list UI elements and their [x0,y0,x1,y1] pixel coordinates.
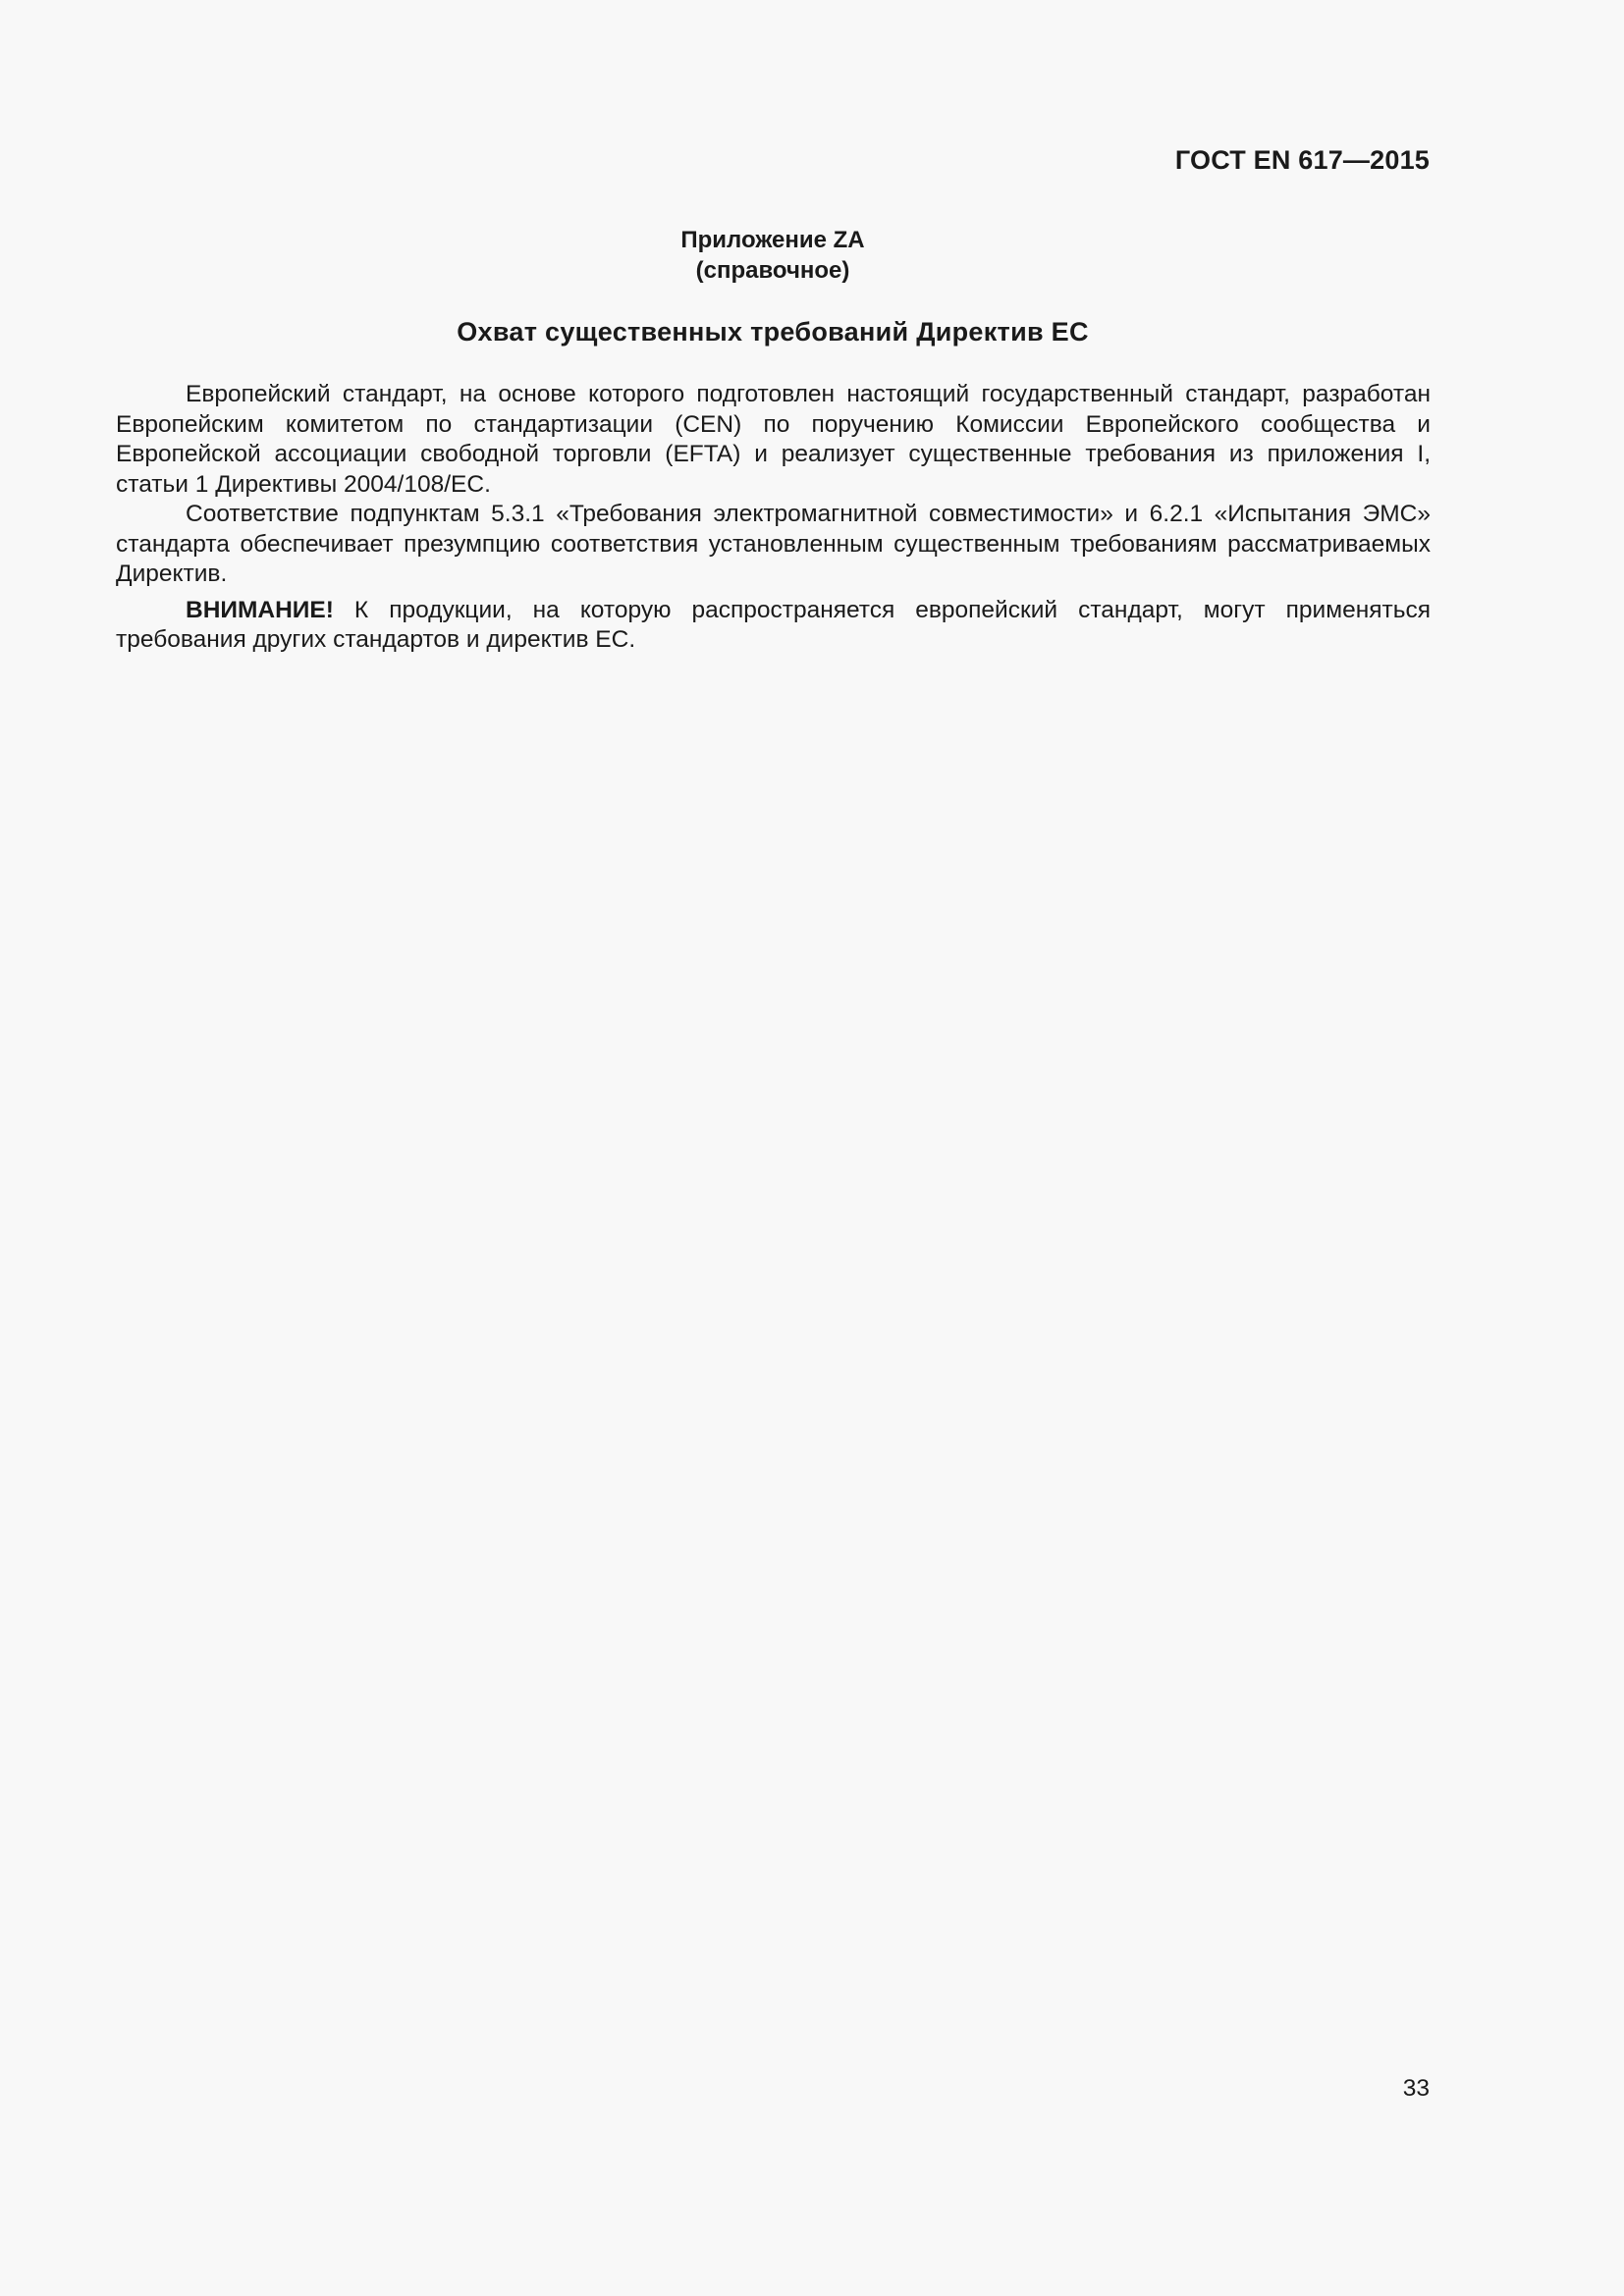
body-text [116,380,1431,656]
annex-title: Охват существенных требований Директив ЕС [457,317,1089,347]
paragraph-warning [116,596,1431,656]
document-code: ГОСТ EN 617—2015 [1174,145,1430,175]
warning-text: К продукции, на которую распространяется европейский стандарт, могут применяться требования других стандартов и директив ЕС. [116,596,1431,653]
page-number: 33 [1402,2075,1430,2102]
paragraph-conformity: Соответствие подпунктам 5.3.1 «Требования электромагнитной совместимости» и 6.2.1 «Испытания ЭМС» стандарта обеспечивает презумпцию соответствия установленным существенным требованиям рассматриваемых Директив. [116,501,1431,587]
annex-status: (справочное) [695,257,850,284]
warning-label: ВНИМАНИЕ! [186,596,334,623]
annex-heading [0,225,1545,286]
paragraph-standard-origin: Европейский стандарт, на основе которого подготовлен настоящий государственный стандарт, разработан Европейским комитетом по стандартизации (CEN) по поручению Комиссии Европейского сообщества и Европейской ассоциации свободной торговли (EFTA) и реализует существенные требования из приложения I, статьи 1 Директивы 2004/108/ЕС. [116,381,1431,498]
annex-label: Приложение ZA [680,227,865,253]
